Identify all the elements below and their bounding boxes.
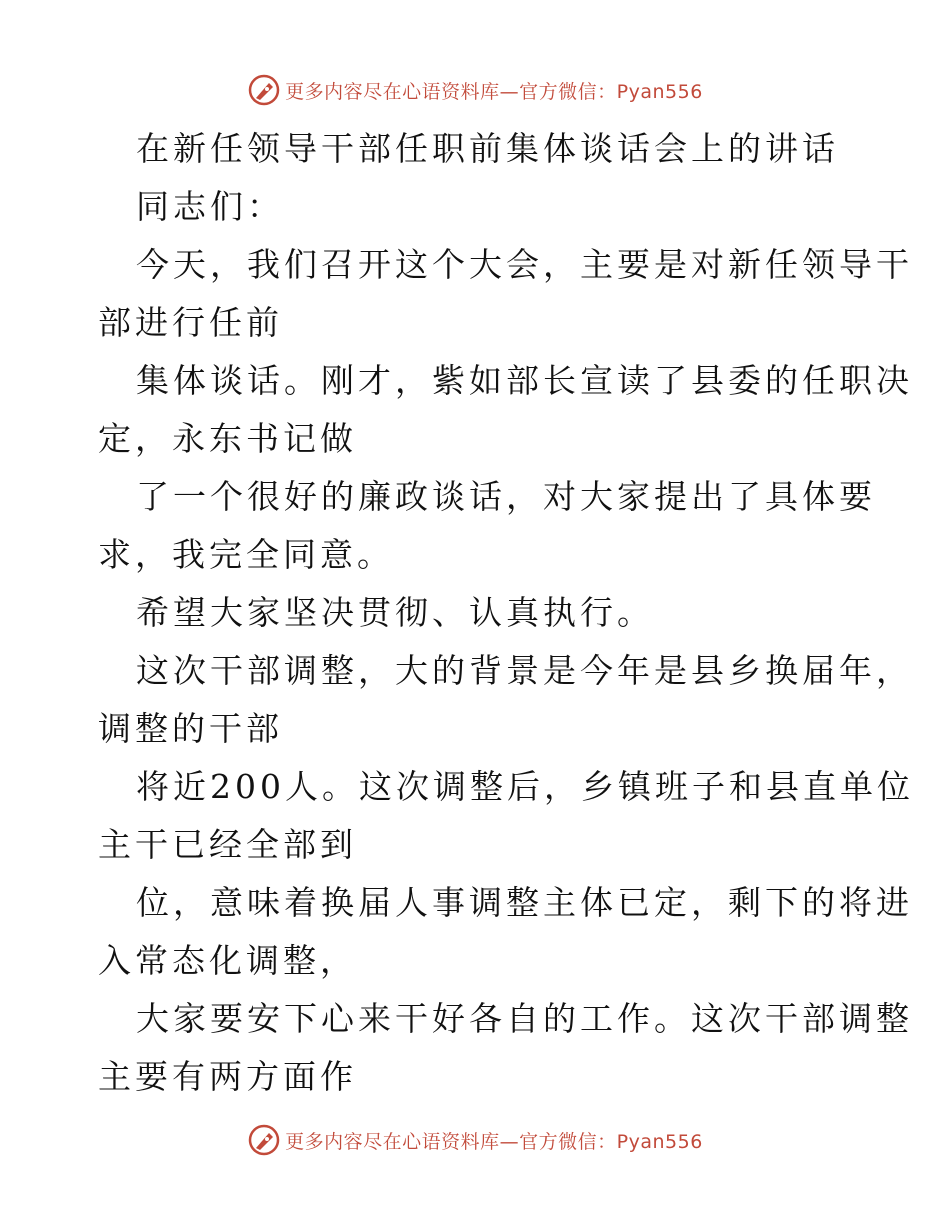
paragraph-line: 集体谈话。刚才，紫如部长宣读了县委的任职决 [136,361,913,400]
document-body [98,120,914,1106]
paragraph-line: 部进行任前 [98,303,283,342]
paragraph-line: 主要有两方面作 [98,1057,357,1096]
pen-nib-icon [247,1123,281,1157]
footer-watermark [0,1120,950,1160]
paragraph-line: 求，我完全同意。 [98,535,394,574]
header-watermark [0,70,950,110]
paragraph-line: 定，永东书记做 [98,419,357,458]
pen-nib-icon [247,73,281,107]
paragraph-line: 主干已经全部到 [98,825,357,864]
paragraph-line: 这次干部调整，大的背景是今年是县乡换届年， [136,651,913,690]
watermark-text: 更多内容尽在心语资料库—官方微信：Pyan556 [285,1130,703,1153]
paragraph-line: 位，意味着换届人事调整主体已定，剩下的将进 [136,883,913,922]
paragraph-line: 今天，我们召开这个大会，主要是对新任领导干 [136,245,913,284]
watermark-text: 更多内容尽在心语资料库—官方微信：Pyan556 [285,80,703,103]
paragraph-line: 大家要安下心来干好各自的工作。这次干部调整 [136,999,913,1038]
salutation: 同志们： [136,187,284,226]
paragraph-line: 入常态化调整， [98,941,357,980]
paragraph-line: 调整的干部 [98,709,283,748]
paragraph-line: 希望大家坚决贯彻、认真执行。 [136,593,654,632]
paragraph-line: 将近200人。这次调整后，乡镇班子和县直单位 [136,767,914,806]
paragraph-line: 了一个很好的廉政谈话，对大家提出了具体要 [136,477,876,516]
document-title: 在新任领导干部任职前集体谈话会上的讲话 [136,129,839,168]
